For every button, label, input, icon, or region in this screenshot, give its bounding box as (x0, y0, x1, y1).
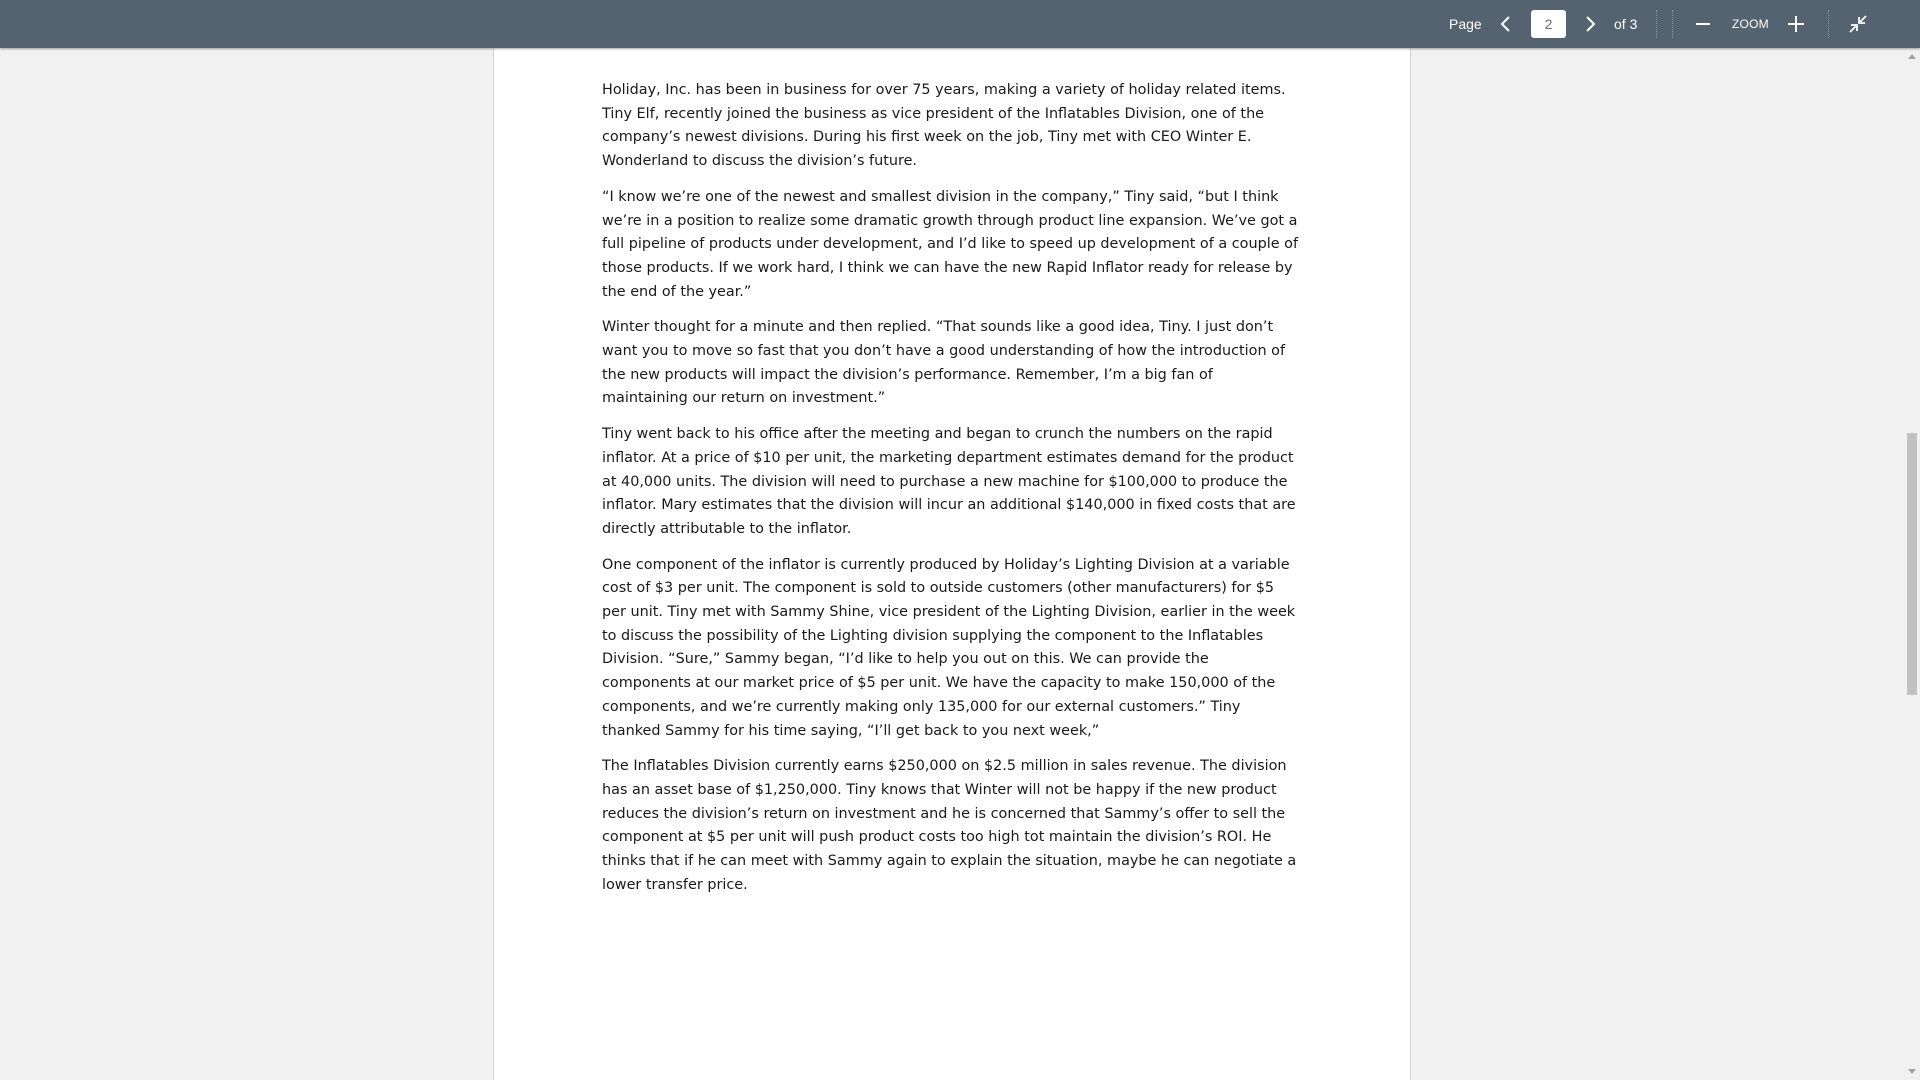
vertical-scrollbar[interactable] (1903, 48, 1920, 1080)
zoom-label: ZOOM (1732, 17, 1769, 31)
paragraph: Winter thought for a minute and then replied. “That sounds like a good idea, Tiny. I just don’t want you to move so fast that you don’t have a good understanding of how the introduction of the new products will impact the division’s performance. Remember, I’m a big fan of maintaining our return on investment.” (602, 319, 1286, 407)
exit-fullscreen-button[interactable] (1844, 0, 1872, 48)
scroll-thumb[interactable] (1907, 433, 1917, 695)
chevron-right-icon (1584, 15, 1596, 33)
pdf-toolbar (0, 0, 1920, 48)
page-number-input[interactable] (1531, 10, 1566, 38)
scroll-up-arrow-icon (1908, 54, 1916, 59)
paragraph: Holiday, Inc. has been in business for over 75 years, making a variety of holiday related items. Tiny Elf, recently joined the business as vice president of the Inflatables Division, one of the company’s newest divisions. During his first week on the job, Tiny met with CEO Winter E. Wonderland to discuss the division’s future. (602, 82, 1286, 170)
zoom-out-button[interactable] (1689, 0, 1717, 48)
paragraph: “I know we’re one of the newest and smallest division in the company,” Tiny said, “but I think we’re in a position to realize some dramatic growth through product line expansion. We’ve got a full pipeline of products under development, and I’d like to speed up development of a couple of those products. If we work hard, I think we can have the new Rapid Inflator ready for release by the end of the year.” (602, 188, 1299, 300)
toolbar-divider (1672, 10, 1673, 38)
next-page-button[interactable] (1576, 0, 1604, 48)
page-label: Page (1449, 16, 1482, 32)
plus-icon (1788, 16, 1804, 32)
previous-page-button[interactable] (1492, 0, 1520, 48)
page-content (602, 79, 1302, 910)
scroll-down-button[interactable] (1903, 1063, 1920, 1080)
document-page (493, 48, 1411, 1080)
paragraph: The Inflatables Division currently earns $250,000 on $2.5 million in sales revenue. The division has an asset base of $1,250,000. Tiny knows that Winter will not be happy if the new product reduces the division’s return on investment and he is concerned that Sammy’s offer to sell the component at $5 per unit will push product costs too high tot maintain the division’s ROI. He thinks that if he can meet with Sammy again to explain the situation, maybe he can negotiate a lower transfer price. (602, 758, 1297, 893)
document-viewport (0, 48, 1920, 1080)
zoom-in-button[interactable] (1782, 0, 1810, 48)
scroll-up-button[interactable] (1903, 48, 1920, 65)
chevron-left-icon (1500, 15, 1512, 33)
toolbar-divider (1828, 10, 1829, 38)
scroll-down-arrow-icon (1908, 1069, 1916, 1074)
paragraph: Tiny went back to his office after the meeting and began to crunch the numbers on the rapid inflator. At a price of $10 per unit, the marketing department estimates demand for the product at 40,000 units. The division will need to purchase a new machine for $100,000 to produce the inflator. Mary estimates that the division will incur an additional $140,000 in fixed costs that are directly attributable to the inflator. (602, 426, 1296, 537)
paragraph: One component of the inflator is currently produced by Holiday’s Lighting Division at a variable cost of $3 per unit. The component is sold to outside customers (other manufacturers) for $5 per unit. Tiny met with Sammy Shine, vice president of the Lighting Division, earlier in the week to discuss the possibility of the Lighting division supplying the component to the Inflatables Division. “Sure,” Sammy began, “I’d like to help you out on this. We can provide the components at our market price of $5 per unit. We have the capacity to make 150,000 of the components, and we’re currently making only 135,000 for our external customers.” Tiny thanked Sammy for his time saying, “I’ll get back to you next week,” (602, 556, 1296, 739)
page-total: of 3 (1614, 16, 1638, 32)
minus-icon (1696, 17, 1710, 31)
collapse-arrows-icon (1849, 15, 1867, 33)
toolbar-divider (1656, 10, 1657, 38)
